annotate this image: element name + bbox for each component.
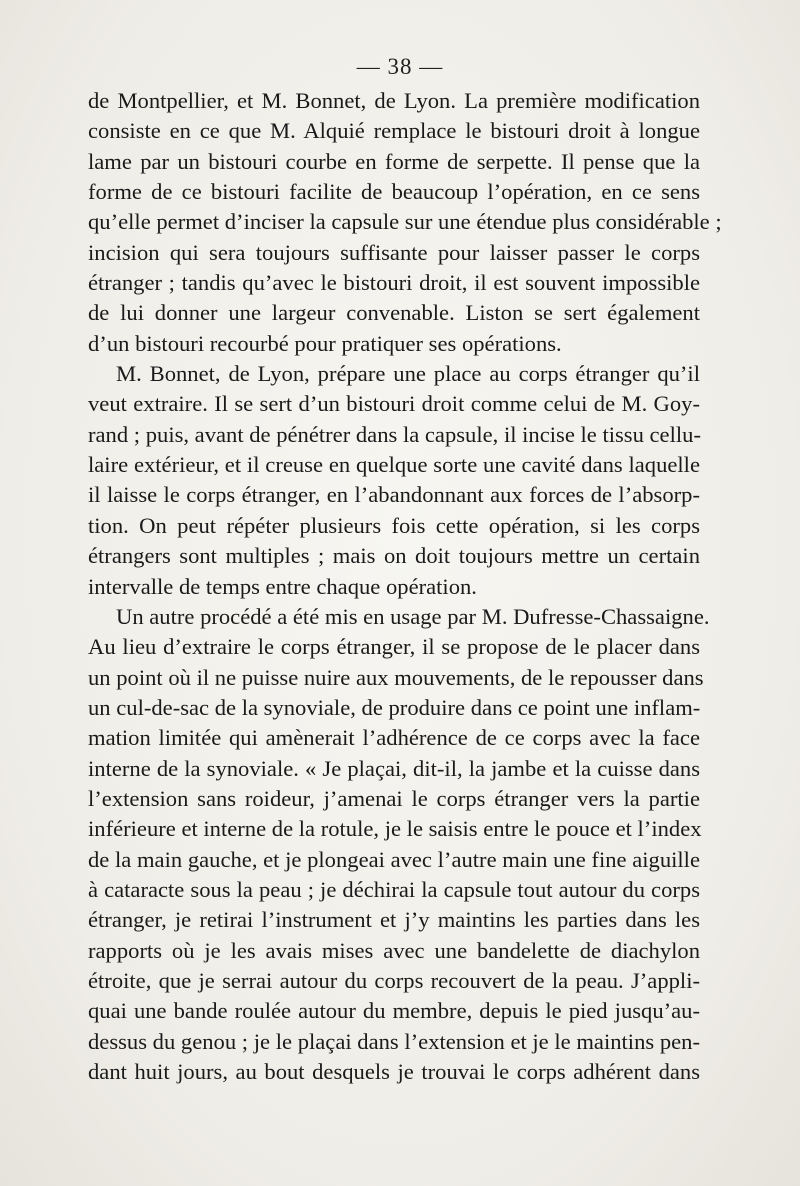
text-line: Un autre procédé a été mis en usage par M. Dufresse-Chassaigne.: [116, 603, 710, 629]
text-line: à cataracte sous la peau ; je déchirai la capsule tout autour du corps: [88, 876, 700, 902]
text-line: dessus du genou ; je le plaçai dans l’extension et je le maintins pen-: [88, 1028, 700, 1054]
text-line: étroite, que je serrai autour du corps recouvert de la peau. J’appli-: [88, 967, 700, 993]
text-line: M. Bonnet, de Lyon, prépare une place au corps étranger qu’il: [116, 361, 700, 387]
text-line: Au lieu d’extraire le corps étranger, il se propose de le placer dans: [88, 634, 700, 660]
text-line: qu’elle permet d’inciser la capsule sur une étendue plus considérable ;: [88, 209, 722, 235]
text-line: rand ; puis, avant de pénétrer dans la capsule, il incise le tissu cellu-: [88, 421, 701, 447]
text-line: inférieure et interne de la rotule, je le saisis entre le pouce et l’index: [88, 816, 702, 842]
text-line: de lui donner une largeur convenable. Liston se sert également: [88, 300, 700, 326]
paragraph-3: [88, 602, 710, 1088]
text-line: tion. On peut répéter plusieurs fois cette opération, si les corps: [88, 512, 700, 538]
text-line: étrangers sont multiples ; mais on doit toujours mettre un certain: [88, 543, 700, 569]
text-line: laire extérieur, et il creuse en quelque sorte une cavité dans laquelle: [88, 452, 700, 478]
text-line: il laisse le corps étranger, en l’abandonnant aux forces de l’absorp-: [88, 482, 700, 508]
paragraph-2: [88, 359, 700, 602]
text-line: mation limitée qui amènerait l’adhérence de ce corps avec la face: [88, 725, 700, 751]
text-line: quai une bande roulée autour du membre, depuis le pied jusqu’au-: [88, 998, 700, 1024]
text-line: interne de la synoviale. « Je plaçai, dit-il, la jambe et la cuisse dans: [88, 755, 700, 781]
text-line: lame par un bistouri courbe en forme de serpette. Il pense que la: [88, 148, 700, 174]
page-number: — 38 —: [356, 54, 444, 79]
text-line: dant huit jours, au bout desquels je trouvai le corps adhérent dans: [88, 1059, 700, 1084]
text-line: l’extension sans roideur, j’amenai le corps étranger vers la partie: [88, 785, 700, 811]
text-line: veut extraire. Il se sert d’un bistouri droit comme celui de M. Goy-: [88, 391, 700, 417]
text-line: forme de ce bistouri facilite de beaucoup l’opération, en ce sens: [88, 179, 700, 205]
text-line: consiste en ce que M. Alquié remplace le bistouri droit à longue: [88, 118, 700, 144]
text-line: rapports où je les avais mises avec une bandelette de diachylon: [88, 937, 700, 963]
text-line: un point où il ne puisse nuire aux mouvements, de le repousser dans: [88, 664, 704, 690]
text-line: d’un bistouri recourbé pour pratiquer ses opérations.: [88, 330, 562, 356]
body-text: [88, 86, 722, 1087]
text-line: étranger ; tandis qu’avec le bistouri droit, il est souvent impossible: [88, 270, 700, 296]
paragraph-1: [88, 86, 722, 359]
text-line: de la main gauche, et je plongeai avec l’autre main une fine aiguille: [88, 846, 700, 872]
text-line: un cul-de-sac de la synoviale, de produire dans ce point une inflam-: [88, 694, 701, 720]
text-line: intervalle de temps entre chaque opération.: [88, 573, 477, 599]
text-line: incision qui sera toujours suffisante pour laisser passer le corps: [88, 239, 700, 265]
text-line: de Montpellier, et M. Bonnet, de Lyon. La première modification: [88, 88, 700, 113]
text-line: étranger, je retirai l’instrument et j’y maintins les parties dans les: [88, 907, 700, 933]
